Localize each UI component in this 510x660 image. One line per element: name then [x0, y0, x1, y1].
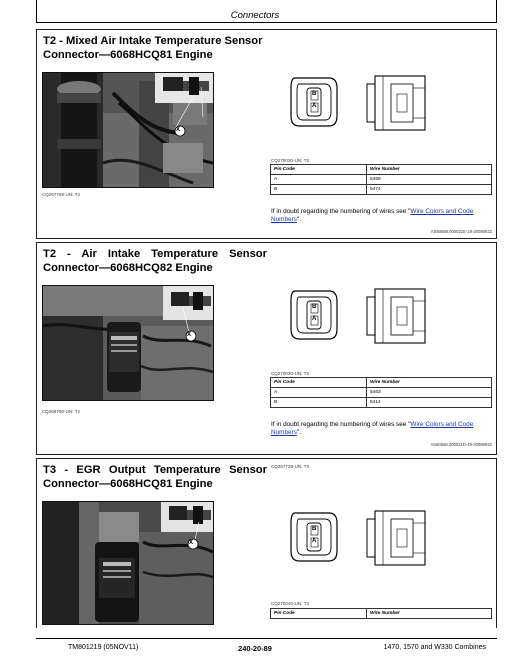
pin-table [270, 164, 492, 195]
section-t3-egr-output [36, 458, 497, 628]
pin-label-b: B [312, 526, 317, 532]
pin-code-header: Pin Code [271, 609, 367, 619]
footer-product: 1470, 1570 and W330 Combines [383, 644, 486, 651]
pin-code: B [271, 398, 367, 408]
diagram-caption: CQ270040-UN: T3 [271, 601, 310, 606]
wire-number-header: Wire Number [367, 378, 492, 388]
pin-code: A [271, 175, 367, 185]
section-t2-air-intake [36, 242, 497, 455]
document-code: AS60558,000021E-19-20080922 [430, 229, 492, 234]
wire-number: 5474 [367, 185, 492, 195]
footer-manual-id: TM801219 (05NOV11) [68, 644, 139, 651]
table-row [271, 388, 492, 398]
pin-label-a: A [312, 538, 317, 544]
wire-doubt-note: If in doubt regarding the numbering of wires see "Wire Colors and Code Numbers". [271, 208, 474, 223]
callout-x: X [187, 332, 192, 338]
pin-code-header: Pin Code [271, 165, 367, 175]
pin-table [270, 377, 492, 408]
wire-number: 5414 [367, 398, 492, 408]
connector-diagram [287, 64, 437, 149]
table-row [271, 185, 492, 195]
table-row [271, 398, 492, 408]
pin-label-a: A [312, 103, 317, 109]
wire-doubt-note: If in doubt regarding the numbering of wires see "Wire Colors and Code Numbers". [271, 421, 474, 436]
pin-label-b: B [312, 304, 317, 310]
top-caption: CQ267729-UN: T3 [271, 464, 310, 469]
pin-label-b: B [312, 91, 317, 97]
section-title: T3 - EGR Output Temperature Sensor Connector—6068HCQ81 Engine [43, 464, 267, 490]
wire-number-header: Wire Number [367, 609, 492, 619]
page-header-title: Connectors [230, 10, 280, 21]
diagram-caption: CQ270030-UN: T2 [271, 371, 310, 376]
page-frame-top-rule [36, 22, 497, 23]
pin-code-header: Pin Code [271, 378, 367, 388]
pin-code: B [271, 185, 367, 195]
section-title: T2 - Air Intake Temperature Sensor Connector—6068HCQ82 Engine [43, 248, 267, 274]
section-title: T2 - Mixed Air Intake Temperature Sensor Connector—6068HCQ81 Engine [43, 35, 263, 61]
wire-colors-link[interactable]: Wire Colors and Code Numbers [271, 421, 474, 436]
wire-number: 5463 [367, 388, 492, 398]
wire-colors-link[interactable]: Wire Colors and Code Numbers [271, 208, 474, 223]
table-row [271, 175, 492, 185]
section-t2-mixed-air [36, 29, 497, 239]
callout-x: X [176, 127, 181, 133]
engine-photo [42, 501, 214, 625]
callout-x: X [189, 540, 194, 546]
wire-number-header: Wire Number [367, 165, 492, 175]
connector-diagram [287, 499, 437, 584]
photo-caption: CQ268790-UN: T2 [42, 409, 81, 414]
pin-code: A [271, 388, 367, 398]
pin-table [270, 608, 492, 619]
document-code: AS60558,000021D-19-20080922 [430, 442, 492, 447]
pin-label-a: A [312, 316, 317, 322]
footer-page-number: 240-20-89 [238, 644, 272, 653]
engine-photo [42, 285, 214, 401]
footer-rule [36, 638, 497, 639]
diagram-caption: CQ270030-UN: T2 [271, 158, 310, 163]
photo-caption: CQ267769-UN: T2 [42, 192, 81, 197]
wire-number: 5459 [367, 175, 492, 185]
connector-diagram [287, 277, 437, 362]
engine-photo [42, 72, 214, 188]
